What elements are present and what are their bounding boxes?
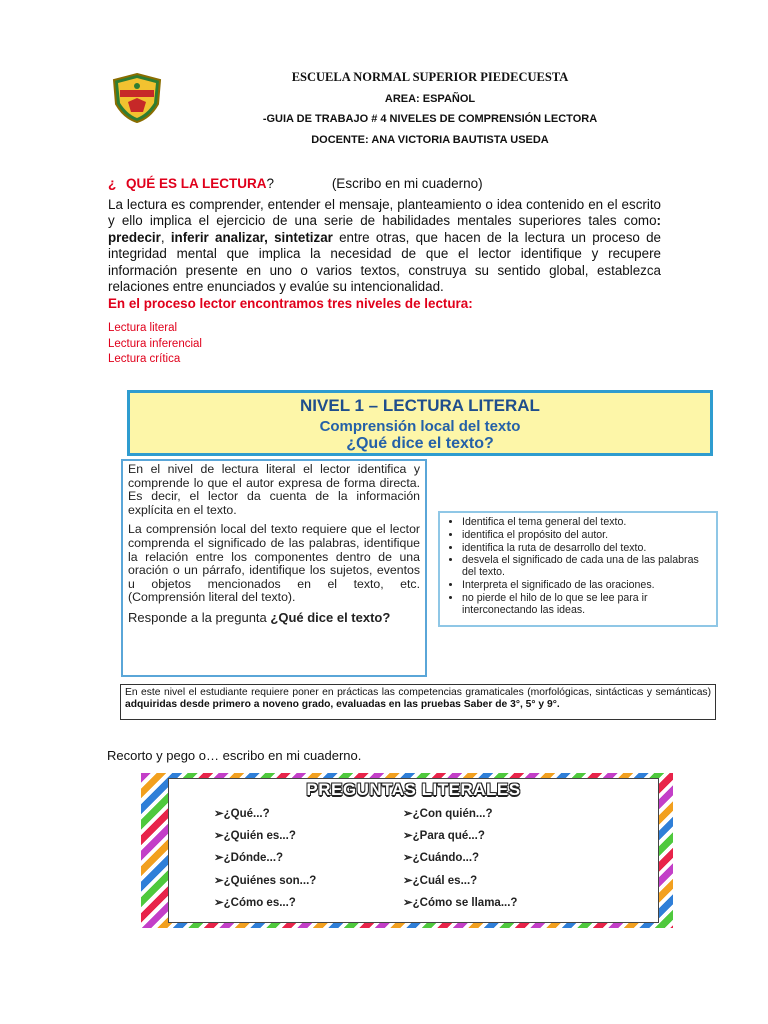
list-item: • identifica la ruta de desarrollo del texto. [462,543,710,555]
pregunta-item: ➢¿Dónde...? [214,852,284,864]
list-item: • desvela el significado de cada una de las palabras del texto. [462,555,710,579]
nivel1-title: NIVEL 1 – LECTURA LITERAL [300,396,540,415]
literal-desc-p3-plain: Responde a la pregunta [128,609,271,625]
pregunta-item: ➢¿Cuál es...? [403,875,478,887]
pregunta-item: ➢¿Qué...? [214,808,270,820]
area-label: AREA: ESPAÑOL [384,93,476,105]
list-item: • Interpreta el significado de las oraciones. [462,580,710,592]
recorto-instruction: Recorto y pego o… escribo en mi cuaderno. [107,748,362,763]
lectura-paragraph [108,197,661,295]
nivel1-subtitle: Comprensión local del texto [319,418,521,435]
paragraph-bold-1: : predecir [108,213,661,245]
level-literal: Lectura literal [108,322,178,334]
level-inferencial: Lectura inferencial [108,338,202,350]
note-plain: En este nivel el estudiante requiere poner en prácticas las competencias gramaticales (morfológicas, sintácticas y semánticas) [125,687,711,698]
question-note: (Escribo en mi cuaderno) [331,176,483,191]
literal-desc-p3-bold: ¿Qué dice el texto? [270,609,391,625]
list-item: • no pierde el hilo de lo que se lee para ir interconectando las ideas. [462,593,710,617]
proceso-heading: En el proceso lector encontramos tres niveles de lectura: [108,296,473,311]
pregunta-item: ➢¿Quiénes son...? [214,875,317,887]
literal-desc-p2: La comprensión local del texto requiere que el lector comprenda el significado de las palabras, identifique la relación entre los componentes dentro de una oración o un párrafo, identifique los sujetos, eventos u objetos mencionados en el texto, etc. (Comprensión literal del texto). [128,522,420,605]
pregunta-item: ➢¿Con quién...? [403,808,493,820]
level-critica: Lectura crítica [108,353,181,365]
question-title: QUÉ ES LA LECTURA [126,176,267,191]
guia-title: -GUIA DE TRABAJO # 4 NIVELES DE COMPRENSIÓN LECTORA [262,113,598,125]
literal-desc-p1: En el nivel de lectura literal el lector identifica y comprende lo que el autor expresa de forma directa. Es decir, el lector da cuenta de la información explícita en el texto. [128,462,420,517]
literal-desc-p3 [128,611,420,625]
note-bold: adquiridas desde primero a noveno grado, evaluadas en las pruebas Saber de 3°, 5° y 9°. [125,698,560,710]
pregunta-item: ➢¿Cuándo...? [403,852,480,864]
pregunta-item: ➢¿Quién es...? [214,830,296,842]
question-open-mark: ¿ [108,176,117,191]
question-close-mark: ? [266,176,275,191]
paragraph-bold-2: inferir analizar, sintetizar [170,229,333,245]
skills-list [448,517,710,616]
pregunta-item: ➢¿Cómo se llama...? [403,897,518,909]
paragraph-text-3: entre otras, que hacen de la lectura un proceso de integridad mental que implica la necesidad de que el lector identifique y recupere información presente en uno o varios textos, construya su sentido global, establezca relaciones entre enunciados y evalúe su intencionalidad. [108,229,661,295]
nivel1-banner [127,390,713,456]
school-name: ESCUELA NORMAL SUPERIOR PIEDECUESTA [291,70,569,84]
literal-skills-box [438,511,718,627]
docente-label: DOCENTE: ANA VICTORIA BAUTISTA USEDA [311,134,549,146]
nivel1-question: ¿Qué dice el texto? [346,435,494,452]
literal-description-box [121,459,427,677]
list-item: • Identifica el tema general del texto. [462,517,710,529]
pregunta-item: ➢¿Cómo es...? [214,897,296,909]
pregunta-item: ➢¿Para qué...? [403,830,485,842]
paragraph-text-1: La lectura es comprender, entender el mensaje, planteamiento o idea contenido en el escrito y ello implica el ejercicio de una serie de habilidades mentales superiores tales como [108,197,661,229]
list-item: • identifica el propósito del autor. [462,530,710,542]
question-heading [108,176,483,191]
preguntas-title: PREGUNTAS LITERALES [306,780,521,799]
paragraph-text-2: , [160,229,171,245]
competencias-note [120,684,716,720]
school-crest-logo [110,72,164,124]
